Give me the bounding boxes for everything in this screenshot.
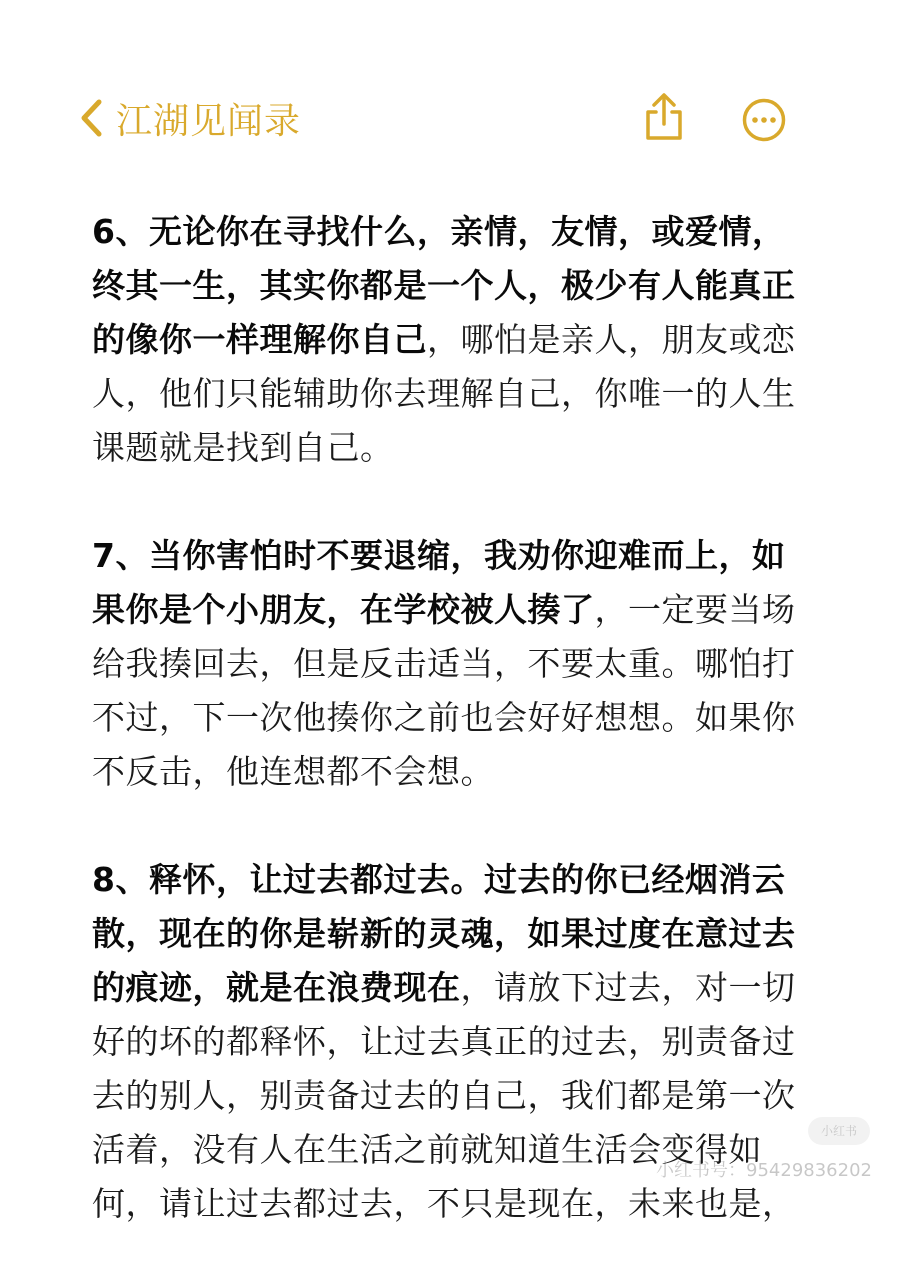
more-icon bbox=[742, 98, 786, 142]
paragraph-8-text: ，请放下过去，对一切好的坏的都释怀，让过去真正的过去，别责备过去的别人，别责备过去的自己，我们都是第一次活着，没有人在生活之前就知道生活会变得如何，请让过去都过去，不只是现在，未来也是， bbox=[92, 968, 796, 1223]
chevron-left-icon bbox=[78, 98, 104, 138]
share-button[interactable] bbox=[640, 92, 688, 142]
note-content bbox=[92, 205, 812, 1285]
more-button[interactable] bbox=[742, 98, 786, 142]
paragraph-6-text: ，哪怕是亲人，朋友或恋人，他们只能辅助你去理解自己，你唯一的人生课题就是找到自己。 bbox=[92, 320, 796, 467]
watermark-logo: 小红书 bbox=[808, 1117, 870, 1145]
paragraph-7-text: ，一定要当场给我揍回去，但是反击适当，不要太重。哪怕打不过，下一次他揍你之前也会好好想想。如果你不反击，他连想都不会想。 bbox=[92, 590, 796, 791]
watermark-id: 小红书号：95429836202 bbox=[656, 1160, 872, 1181]
share-icon bbox=[640, 92, 688, 142]
paragraph-6 bbox=[92, 205, 812, 475]
paragraph-8-bold: 8、释怀，让过去都过去。过去的你已经烟消云散，现在的你是崭新的灵魂，如果过度在意过去的痕迹，就是在浪费现在 bbox=[92, 860, 796, 1007]
page-title: 江湖见闻录 bbox=[116, 100, 302, 142]
paragraph-7-bold: 7、当你害怕时不要退缩，我劝你迎难而上，如果你是个小朋友，在学校被人揍了 bbox=[92, 536, 786, 629]
paragraph-6-bold: 6、无论你在寻找什么，亲情，友情，或爱情，终其一生，其实你都是一个人，极少有人能真正的像你一样理解你自己 bbox=[92, 212, 796, 359]
paragraph-7 bbox=[92, 529, 812, 799]
navigation-bar bbox=[0, 0, 898, 170]
back-button[interactable] bbox=[78, 92, 301, 144]
